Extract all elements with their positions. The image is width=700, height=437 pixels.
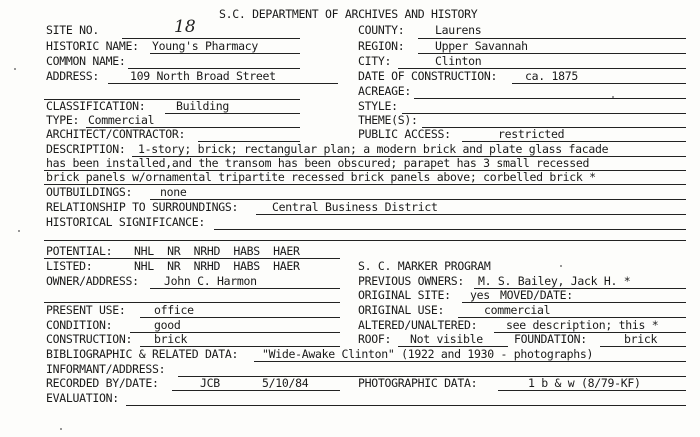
roof-label: ROOF: <box>358 332 392 346</box>
photographic-label: PHOTOGRAPHIC DATA: <box>358 376 478 390</box>
owner-label: OWNER/ADDRESS: <box>46 274 139 288</box>
altered-value: see description; this * <box>506 318 659 332</box>
style-line <box>402 113 686 114</box>
bibliographic-value: "Wide-Awake Clinton" (1922 and 1930 - photographs) <box>262 347 594 361</box>
region-label: REGION: <box>358 39 405 53</box>
foundation-line <box>600 346 686 347</box>
condition-label: CONDITION: <box>46 318 113 332</box>
informant-label: INFORMANT/ADDRESS: <box>46 362 166 376</box>
city-label: CITY: <box>358 54 392 68</box>
date-of-construction-label: DATE OF CONSTRUCTION: <box>358 69 498 83</box>
present-use-label: PRESENT USE: <box>46 303 126 317</box>
historical-significance-line-2 <box>44 240 686 241</box>
historical-significance-line <box>214 229 686 230</box>
construction-value: brick <box>154 332 188 346</box>
outbuildings-value: none <box>160 185 187 199</box>
condition-value: good <box>154 318 181 332</box>
county-label: COUNTY: <box>358 23 405 37</box>
acreage-line <box>414 98 686 99</box>
marker-program-label: S. C. MARKER PROGRAM <box>358 259 491 273</box>
site-no-label: SITE NO. <box>46 23 99 37</box>
common-name-label: COMMON NAME: <box>46 54 126 68</box>
scan-speck <box>560 265 562 267</box>
present-use-value: office <box>154 303 194 317</box>
evaluation-line <box>126 405 686 406</box>
description-line-1: 1-story; brick; rectangular plan; a modern brick and plate glass facade <box>138 142 609 156</box>
description-line-3: brick panels w/ornamental tripartite recessed brick panels above; corbelled brick * <box>46 170 596 184</box>
potential-options: NHL NR NRHD HABS HAER <box>134 244 300 258</box>
classification-value: Building <box>176 99 229 113</box>
listed-label: LISTED: <box>46 259 93 273</box>
original-use-label: ORIGINAL USE: <box>358 303 445 317</box>
relationship-line <box>256 214 686 215</box>
site-no-value: 18 <box>174 17 196 37</box>
historic-name-value: Young's Pharmacy <box>152 39 258 53</box>
original-site-label: ORIGINAL SITE: <box>358 288 451 302</box>
description-line-2: has been installed,and the transom has been obscured; parapet has 3 small recessed <box>46 156 590 170</box>
recorded-by-line <box>172 390 340 391</box>
original-site-value: yes <box>470 288 490 302</box>
roof-value: Not visible <box>410 332 483 346</box>
style-label: STYLE: <box>358 99 398 113</box>
county-value: Laurens <box>435 23 482 37</box>
historic-name-line <box>150 53 300 54</box>
historical-significance-label: HISTORICAL SIGNIFICANCE: <box>46 215 205 229</box>
description-label: DESCRIPTION: <box>46 142 126 156</box>
address-line <box>108 83 338 84</box>
bibliographic-line <box>254 361 686 362</box>
relationship-value: Central Business District <box>272 200 438 214</box>
architect-label: ARCHITECT/CONTRACTOR: <box>46 127 186 141</box>
bibliographic-label: BIBLIOGRAPHIC & RELATED DATA: <box>46 347 239 361</box>
city-value: Clinton <box>435 54 482 68</box>
classification-line <box>165 113 300 114</box>
outbuildings-label: OUTBUILDINGS: <box>46 185 133 199</box>
description-rule-3 <box>44 184 686 185</box>
owner-line <box>150 288 340 289</box>
type-value: Commercial <box>88 113 155 127</box>
moved-date-label: MOVED/DATE: <box>500 288 573 302</box>
photographic-line <box>498 390 686 391</box>
theme-label: THEME(S): <box>358 113 418 127</box>
construction-label: CONSTRUCTION: <box>46 332 133 346</box>
listed-options: NHL NR NRHD HABS HAER <box>134 259 300 273</box>
address-label: ADDRESS: <box>46 69 99 83</box>
historic-name-label: HISTORIC NAME: <box>46 39 139 53</box>
relationship-label: RELATIONSHIP TO SURROUNDINGS: <box>46 200 239 214</box>
public-access-label: PUBLIC ACCESS: <box>358 127 451 141</box>
recorded-date-value: 5/10/84 <box>262 376 309 390</box>
scan-speck <box>612 96 614 98</box>
evaluation-label: EVALUATION: <box>46 391 119 405</box>
public-access-value: restricted <box>498 127 565 141</box>
date-of-construction-line <box>512 83 686 84</box>
scan-speck <box>18 230 20 232</box>
foundation-value: brick <box>624 332 658 346</box>
scan-speck <box>60 428 62 430</box>
previous-owners-label: PREVIOUS OWNERS: <box>358 274 464 288</box>
form-header: S.C. DEPARTMENT OF ARCHIVES AND HISTORY <box>219 7 478 21</box>
address-value: 109 North Broad Street <box>130 69 276 83</box>
photographic-value: 1 b & w (8/79-KF) <box>528 376 641 390</box>
type-label: TYPE: <box>46 113 80 127</box>
previous-owners-value: M. S. Bailey, Jack H. * <box>478 274 631 288</box>
recorded-by-label: RECORDED BY/DATE: <box>46 376 159 390</box>
altered-label: ALTERED/UNALTERED: <box>358 318 478 332</box>
date-of-construction-value: ca. 1875 <box>525 69 578 83</box>
acreage-label: ACREAGE: <box>358 84 411 98</box>
recorded-by-value: JCB <box>200 376 220 390</box>
potential-label: POTENTIAL: <box>46 244 113 258</box>
original-use-value: commercial <box>484 303 551 317</box>
region-value: Upper Savannah <box>435 39 528 53</box>
scan-speck <box>14 68 16 70</box>
foundation-label: FOUNDATION: <box>514 332 587 346</box>
classification-label: CLASSIFICATION: <box>46 99 146 113</box>
owner-value: John C. Harmon <box>164 274 257 288</box>
